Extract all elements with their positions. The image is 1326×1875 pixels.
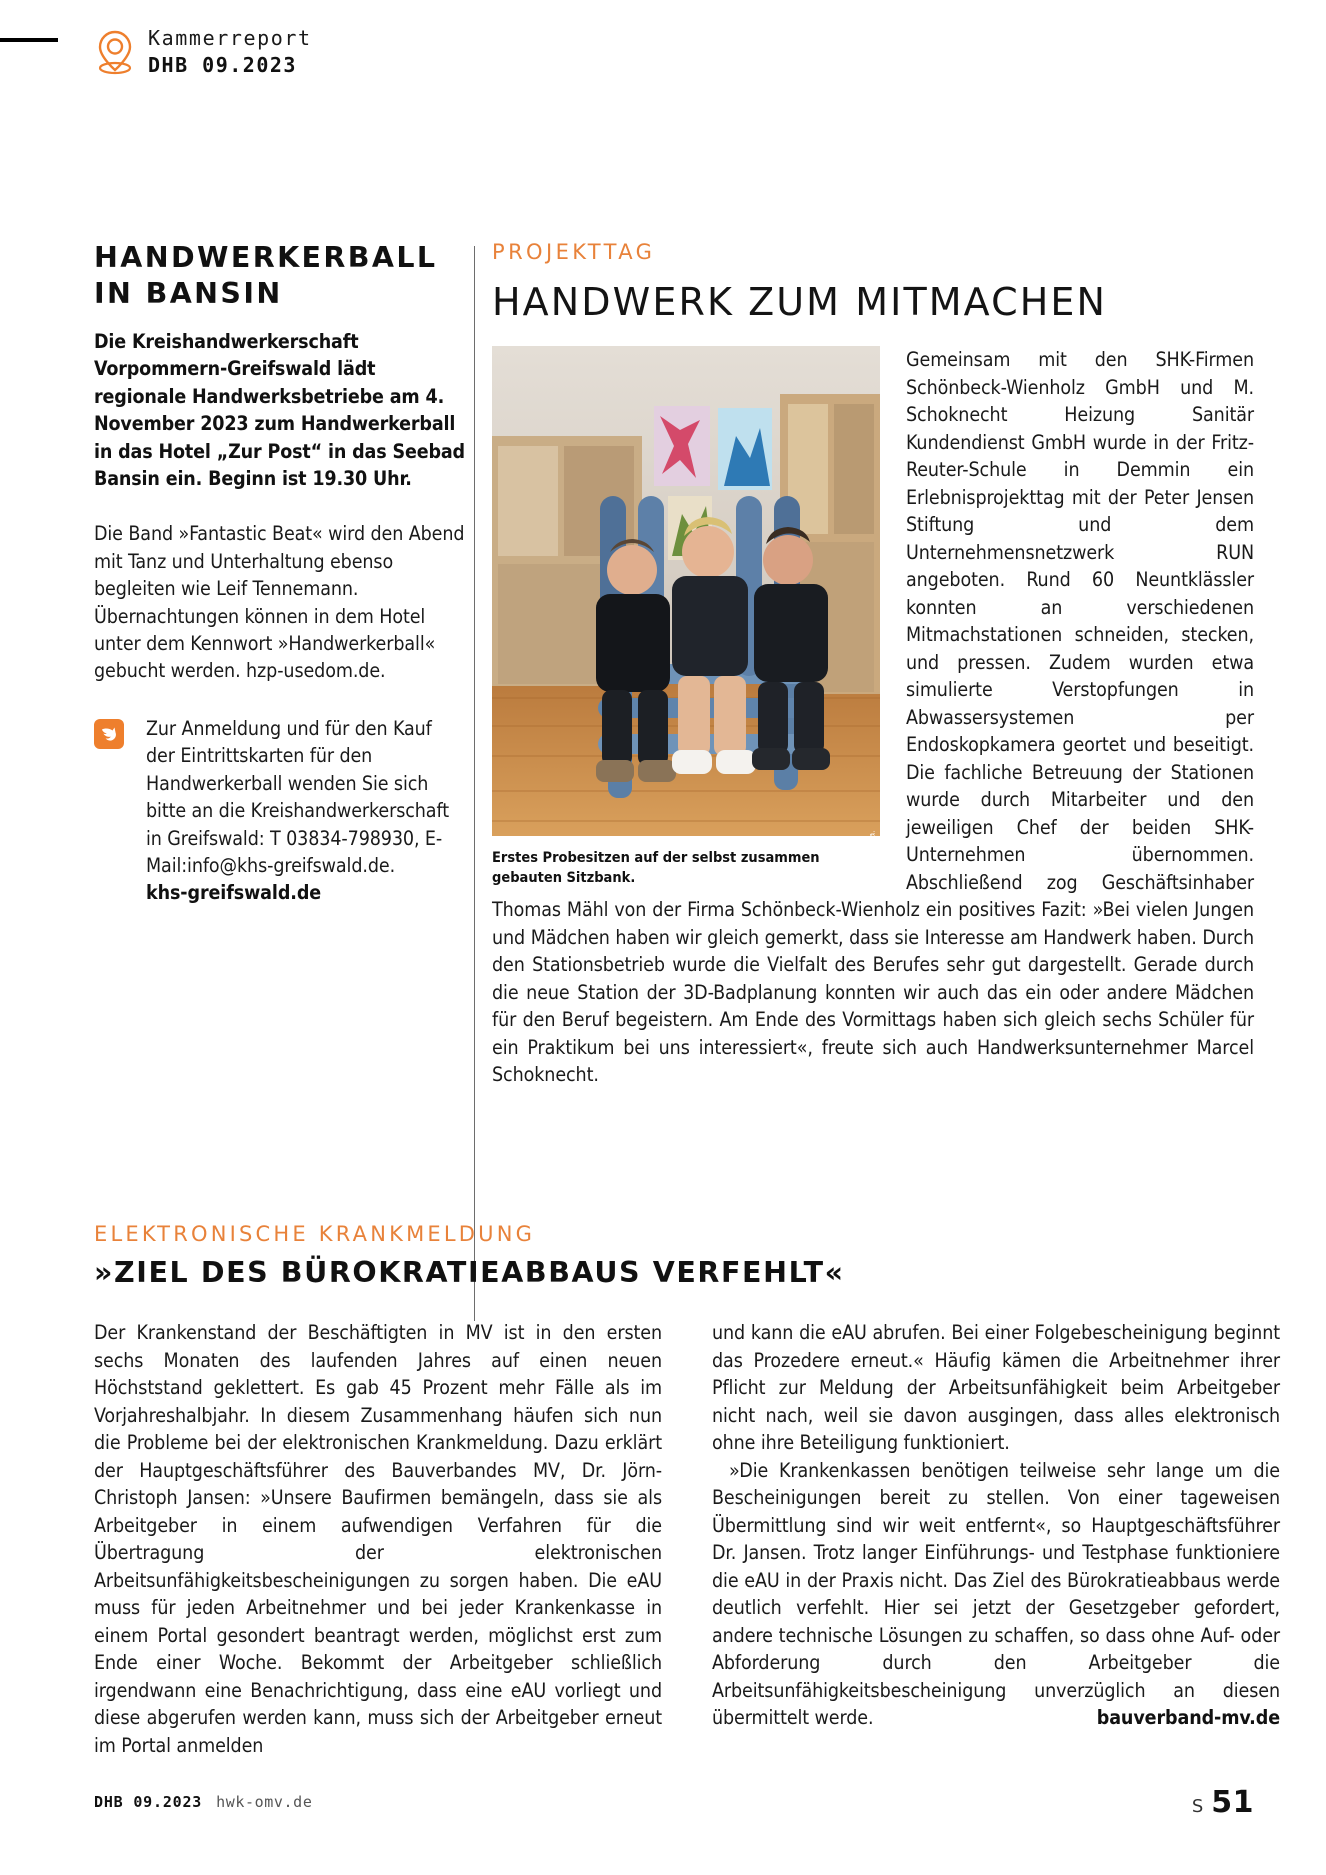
lower-column-right	[712, 1319, 1280, 1759]
footer-website[interactable]: hwk-omv.de	[216, 1793, 313, 1811]
page-prefix: S	[1191, 1796, 1204, 1817]
left-body-paragraph: Die Band »Fantastic Beat« wird den Abend mit Tanz und Unterhaltung ebenso begleiten wie Leif Tennemann. Übernachtungen können in dem Hotel unter dem Kennwort »Handwerkerball« gebucht werden. hzp-usedom.de.	[94, 522, 465, 683]
footer-issue: DHB 09.2023	[94, 1793, 203, 1811]
magazine-name: Kammerreport	[148, 26, 312, 50]
page-header	[0, 26, 1326, 98]
lower-article	[94, 1222, 1280, 1759]
photo-credit: Foto: ©Bub/k.a.	[868, 830, 877, 892]
footer-right-group	[1192, 1785, 1254, 1820]
contact-website-link[interactable]: khs-greifswald.de	[146, 881, 322, 905]
column-divider	[474, 246, 475, 1321]
lower-right-paragraph-2-text: »Die Krankenkassen benötigen teilweise sehr lange um die Bescheinigungen bereit zu stellen. Von einer tageweisen Übermittlung sind wir weit entfernt«, so Hauptgeschäftsführer Dr. Jansen. Trotz langer Einführungs- und Testphase funktioniere die eAU in der Praxis nicht. Das Ziel des Bürokratieabbaus werde deutlich verfehlt. Hier sei jetzt der Gesetzgeber gefordert, andere technische Lösungen zu schaffen, so dass ohne Auf- oder Abforderung durch den Arbeitgeber die Arbeitsunfähigkeitsbescheinigung unverzüglich an diesen übermittelt werde.	[712, 1458, 1280, 1729]
lower-right-paragraph-2	[712, 1457, 1280, 1732]
figure-caption: Erstes Probesitzen auf der selbst zusammen gebauten Sitzbank.	[492, 850, 820, 886]
left-headline-line2: IN BANSIN	[94, 277, 283, 310]
source-website-link[interactable]: bauverband-mv.de	[1096, 1706, 1280, 1729]
lower-article-kicker: ELEKTRONISCHE KRANKMELDUNG	[94, 1222, 536, 1246]
lower-article-columns	[94, 1319, 1280, 1759]
issue-label: DHB 09.2023	[148, 53, 297, 77]
lower-right-paragraph-1: und kann die eAU abrufen. Bei einer Folgebescheinigung beginnt das Prozedere erneut.« Häufig kämen die Arbeitnehmer ihrer Pflicht zur Meldung der Arbeitsunfähigkeit beim Arbeitgeber nicht nach, weil sie davon ausgingen, dass alles elektronisch ohne ihre Beteiligung funktioniert.	[712, 1321, 1280, 1454]
page-number: 51	[1211, 1785, 1254, 1820]
lower-column-left	[94, 1319, 662, 1759]
arrow-bird-icon	[94, 719, 124, 749]
page-footer	[0, 1785, 1326, 1823]
contact-text	[146, 715, 466, 907]
footer-left-group	[94, 1793, 312, 1811]
lower-left-paragraph: Der Krankenstand der Beschäftigten in MV ist in den ersten sechs Monaten des laufenden Jahres auf einen neuen Höchststand geklettert. Es gab 45 Prozent mehr Fälle als im Vorjahreshalbjahr. In diesem Zusammenhang häufen sich nun die Probleme bei der elektronischen Krankmeldung. Dazu erklärt der Hauptgeschäftsführer des Bauverbandes MV, Dr. Jörn-Christoph Jansen: »Unsere Baufirmen bemängeln, dass sie als Arbeitgeber in einem aufwendigen Verfahren für die Übertragung der elektronischen Arbeitsunfähigkeitsbescheinigungen zu sorgen haben. Die eAU muss für jeden Arbeitnehmer und bei jeder Krankenkasse in einem Portal gesondert beantragt werden, möglichst erst zum Ende einer Woche. Bekommt der Arbeitgeber schließlich irgendwann eine Benachrichtigung, dass eine eAU vorliegt und diese abgerufen werden kann, muss sich der Arbeitgeber erneut im Portal anmelden	[94, 1321, 662, 1757]
left-headline	[94, 240, 466, 312]
main-article-kicker: PROJEKTTAG	[492, 240, 656, 264]
main-article-body-wrap	[492, 346, 1254, 1089]
main-article-headline: HANDWERK ZUM MITMACHEN	[492, 280, 1108, 324]
main-article	[492, 240, 1254, 1089]
left-column	[94, 240, 466, 907]
location-pin-icon	[95, 28, 135, 76]
article-figure	[492, 346, 880, 892]
main-article-text: Gemeinsam mit den SHK-Firmen Schönbeck-Wienholz GmbH und M. Schoknecht Heizung Sanitär Kundendienst GmbH wurde in der Fritz-Reuter-Schule in Demmin ein Erlebnisprojekttag mit der Peter Jensen Stiftung und dem Unternehmensnetzwerk RUN angeboten. Rund 60 Neuntklässler konnten an verschiedenen Mitmachstationen schneiden, stecken, und pressen. Zudem wurden etwa simulierte Verstopfungen in Abwassersystemen per Endoskopkamera geortet und beseitigt. Die fachliche Betreuung der Stationen wurde durch Mitarbeiter und den jeweiligen Chef der beiden SHK-Unternehmen übernommen. Abschließend zog Geschäftsinhaber Thomas Mähl von der Firma Schönbeck-Wienholz ein positives Fazit: »Bei vielen Jungen und Mädchen haben wir gleich gemerkt, dass sie Interesse am Handwerk haben. Durch den Stationsbetrieb wurde die Vielfalt des Berufes sehr gut dargestellt. Gerade durch die neue Station der 3D-Badplanung konnten wir auch das ein oder andere Mädchen für den Beruf begeistern. Am Ende des Vormittags haben sich gleich sechs Schüler für ein Praktikum bei uns interessiert«, freute sich auch Handwerksunternehmer Marcel Schoknecht.	[492, 348, 1254, 1086]
header-text-group	[148, 24, 312, 79]
left-headline-line1: HANDWERKERBALL	[94, 241, 438, 274]
contact-body: Zur Anmeldung und für den Kauf der Eintrittskarten für den Handwerkerball wenden Sie sich bitte an die Kreishandwerkerschaft in Greifswald: T 03834-798930, E-Mail:info@khs-greifswald.de.	[146, 716, 449, 877]
contact-block	[94, 715, 466, 907]
lower-article-headline: »ZIEL DES BÜROKRATIEABBAUS VERFEHLT«	[94, 1256, 845, 1289]
left-lead-paragraph: Die Kreishandwerkerschaft Vorpommern-Greifswald lädt regionale Handwerksbetriebe am 4. November 2023 zum Handwerkerball in das Hotel „Zur Post“ in das Seebad Bansin ein. Beginn ist 19.30 Uhr.	[94, 330, 465, 491]
header-rule	[0, 38, 58, 42]
